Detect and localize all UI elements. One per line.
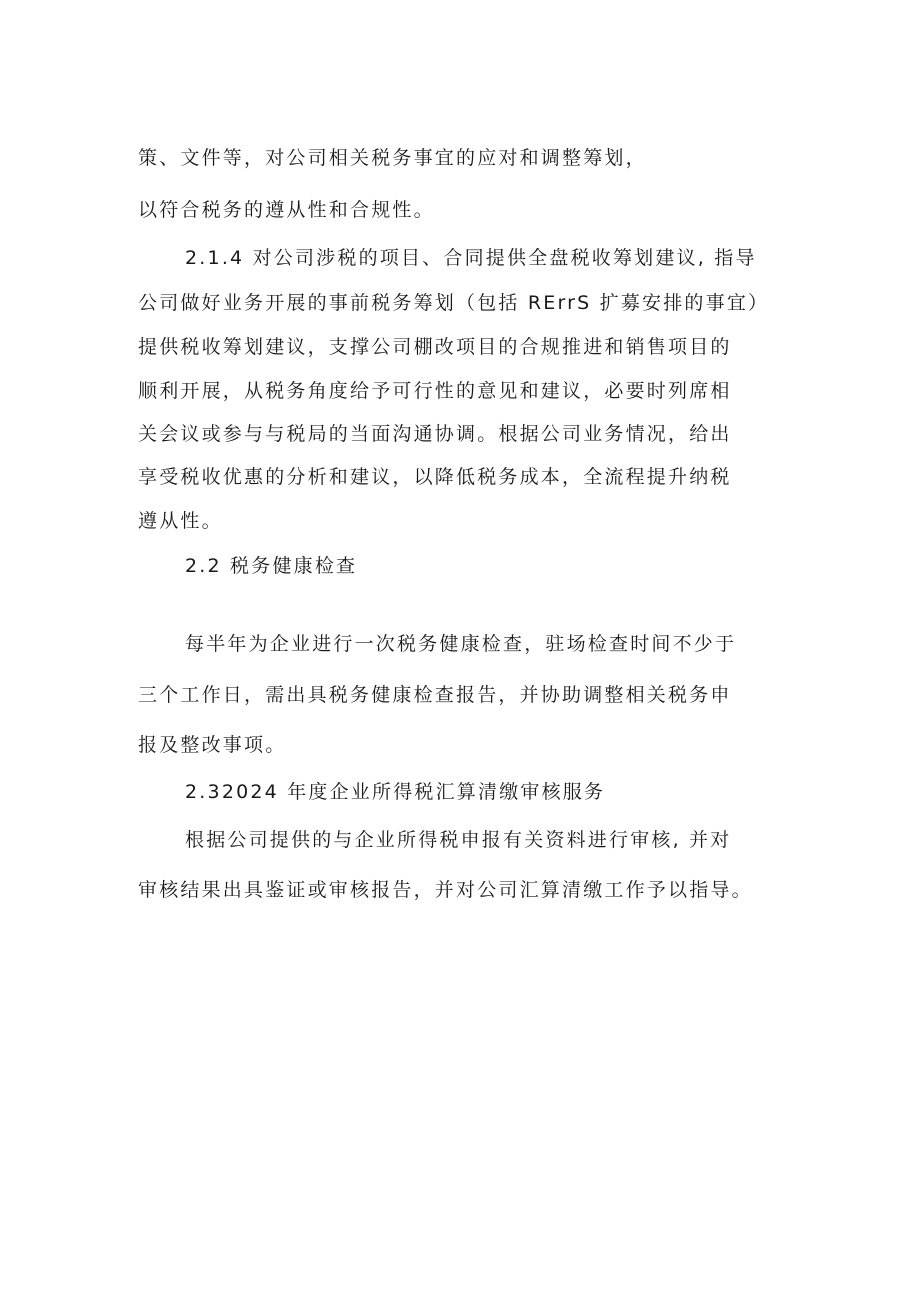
- text-line: 审核结果出具鉴证或审核报告，并对公司汇算清缴工作予以指导。: [138, 879, 753, 901]
- text-line: 提供税收筹划建议，支撑公司棚改项目的合规推进和销售项目的: [138, 336, 732, 358]
- text-line: 根据公司提供的与企业所得税申报有关资料进行审核, 并对: [185, 829, 732, 851]
- text-line: 遵从性。: [138, 510, 223, 532]
- text-line: 公司做好业务开展的事前税务筹划（包括 RErrS 扩募安排的事宜）: [138, 292, 770, 314]
- text-line: 报及整改事项。: [138, 734, 287, 756]
- text-line: 享受税收优惠的分析和建议，以降低税务成本，全流程提升纳税: [138, 466, 732, 488]
- section-heading-2-1-4: 2.1.4 对公司涉税的项目、合同提供全盘税收筹划建议, 指导: [185, 247, 757, 269]
- text-line: 关会议或参与与税局的当面沟通协调。根据公司业务情况，给出: [138, 423, 732, 445]
- section-heading-2-3: 2.32024 年度企业所得税汇算清缴审核服务: [185, 781, 606, 803]
- text-line: 每半年为企业进行一次税务健康检查，驻场检查时间不少于: [185, 633, 737, 655]
- text-line: 顺利开展，从税务角度给予可行性的意见和建议，必要时列席相: [138, 380, 732, 402]
- text-line: 策、文件等，对公司相关税务事宜的应对和调整筹划，: [138, 147, 647, 169]
- section-heading-2-2: 2.2 税务健康检查: [185, 555, 358, 577]
- text-line: 三个工作日，需出具税务健康检查报告，并协助调整相关税务申: [138, 684, 732, 706]
- text-line: 以符合税务的遵从性和合规性。: [138, 199, 435, 221]
